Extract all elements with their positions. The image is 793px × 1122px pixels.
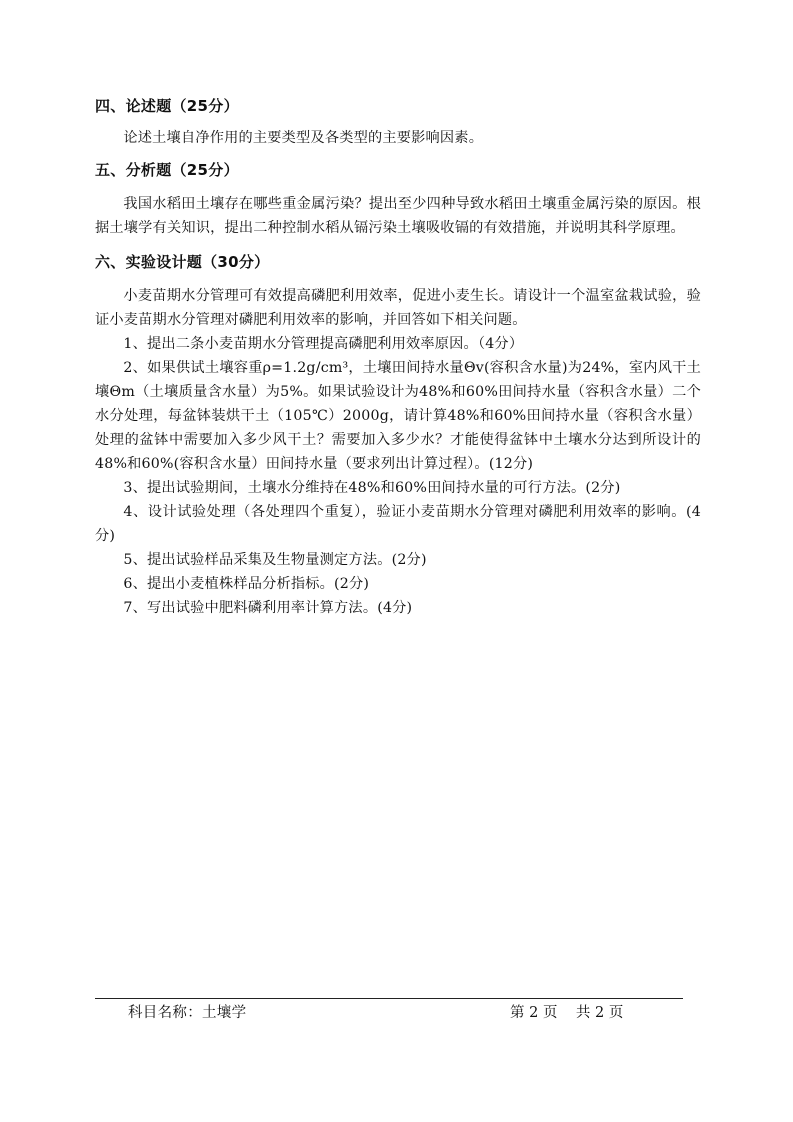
exam-content bbox=[95, 94, 701, 620]
question-item: 7、写出试验中肥料磷利用率计算方法。(4分) bbox=[123, 600, 413, 616]
question-item: 4、设计试验处理（各处理四个重复），验证小麦苗期水分管理对磷肥利用效率的影响。(4分) bbox=[95, 504, 701, 544]
question-item: 5、提出试验样品采集及生物量测定方法。(2分) bbox=[123, 552, 427, 568]
question-paragraph: 论述土壤自净作用的主要类型及各类型的主要影响因素。 bbox=[123, 130, 484, 146]
footer-subject-name: 科目名称：土壤学 bbox=[128, 1005, 247, 1021]
footer-divider bbox=[95, 998, 683, 999]
question-item: 6、提出小麦植株样品分析指标。(2分) bbox=[123, 576, 370, 592]
question-paragraph: 小麦苗期水分管理可有效提高磷肥利用效率，促进小麦生长。请设计一个温室盆栽试验，验证小麦苗期水分管理对磷肥利用效率的影响，并回答如下相关问题。 bbox=[95, 288, 701, 328]
question-paragraph: 我国水稻田土壤存在哪些重金属污染？提出至少四种导致水稻田土壤重金属污染的原因。根据土壤学有关知识，提出二种控制水稻从镉污染土壤吸收镉的有效措施，并说明其科学原理。 bbox=[95, 196, 701, 236]
section-heading-essay: 四、论述题（25分） bbox=[95, 97, 239, 115]
question-item: 2、如果供试土壤容重ρ=1.2g/cm³，土壤田间持水量Θv(容积含水量)为24%，室内风干土壤Θm（土壤质量含水量）为5%。如果试验设计为48%和60%田间持水量（容积含水量）二个水分处理，每盆钵装烘干土（105℃）2000g，请计算48%和60%田间持水量（容积含水量）处理的盆钵中需要加入多少风干土？需要加入多少水？才能使得盆钵中土壤水分达到所设计的48%和60%(容积含水量）田间持水量（要求列出计算过程）。(12分) bbox=[95, 360, 701, 472]
section-heading-experiment: 六、实验设计题（30分） bbox=[95, 253, 270, 271]
question-item: 1、提出二条小麦苗期水分管理提高磷肥利用效率原因。（4分） bbox=[123, 336, 524, 352]
question-item: 3、提出试验期间，土壤水分维持在48%和60%田间持水量的可行方法。(2分) bbox=[123, 480, 621, 496]
footer-page-number: 第 2 页 共 2 页 bbox=[510, 1005, 624, 1021]
section-heading-analysis: 五、分析题（25分） bbox=[95, 161, 239, 179]
